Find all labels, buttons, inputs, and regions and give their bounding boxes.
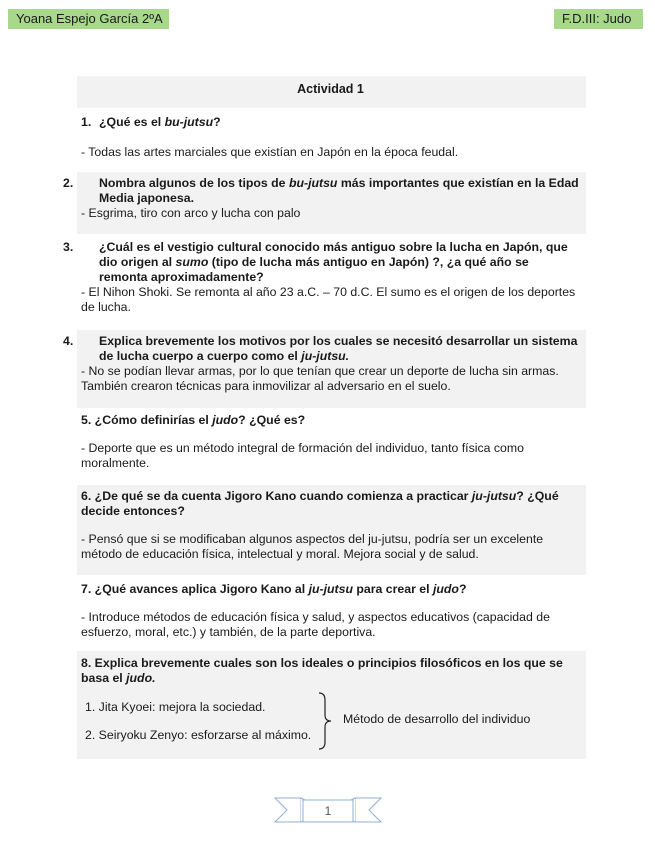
answer-6: - Pensó que si se modificaban algunos aspectos del ju-jutsu, podría ser un excelente método de educación física, intelectual y moral. Mejora social y de salud. xyxy=(81,532,544,561)
question-2 xyxy=(63,172,586,234)
answer-7: - Introduce métodos de educación física y salud, y aspectos educativos (capacidad de esfuerzo, moral, etc.) y también, de la parte deportiva. xyxy=(81,610,550,639)
answer-3: - El Nihon Shoki. Se remonta al año 23 a.C. – 70 d.C. El sumo es el origen de los deportes de lucha. xyxy=(81,285,576,314)
subject-label: F.D.III: Judo xyxy=(554,9,643,29)
question-3-text: 3. ¿Cuál es el vestigio cultural conocido más antiguo sobre la lucha en Japón, que dio origen al sumo (tipo de lucha más antiguo en Japón) ?, ¿a qué año se remonta aproximadamente? xyxy=(63,240,568,284)
question-5 xyxy=(77,410,586,476)
answer-5: - Deporte que es un método integral de formación del individuo, tanto física como moralmente. xyxy=(81,441,524,470)
answer-4: - No se podían llevar armas, por lo que tenían que crear un deporte de lucha sin armas. También crearon técnicas para inmovilizar al adversario en el suelo. xyxy=(81,364,559,393)
question-7-text: 7. ¿Qué avances aplica Jigoro Kano al ju-jutsu para crear el judo? xyxy=(81,582,467,596)
principle-2: 2. Seiryoku Zenyo: esforzarse al máximo. xyxy=(85,728,312,742)
answer-2: - Esgrima, tiro con arco y lucha con palo xyxy=(81,206,301,220)
author-label: Yoana Espejo García 2ºA xyxy=(8,9,169,29)
question-4-text: 4. Explica brevemente los motivos por los cuales se necesitó desarrollar un sistema de lucha cuerpo a cuerpo como el ju-jutsu. xyxy=(63,334,578,363)
question-8 xyxy=(77,651,586,759)
question-3 xyxy=(63,237,586,321)
question-1 xyxy=(77,112,586,164)
question-4 xyxy=(63,330,586,408)
answer-1: - Todas las artes marciales que existían en Japón en la época feudal. xyxy=(81,145,459,159)
question-1-text: 1. ¿Qué es el bu-jutsu? xyxy=(81,115,221,129)
question-8-text: 8. Explica brevemente cuales son los ideales o principios filosóficos en los que se basa el judo. xyxy=(81,656,563,685)
question-6 xyxy=(77,485,586,575)
right-brace-icon xyxy=(317,692,333,750)
brace-label: Método de desarrollo del individuo xyxy=(343,712,531,726)
principle-1: 1. Jita Kyoei: mejora la sociedad. xyxy=(85,700,266,714)
question-2-text: 2. Nombra algunos de los tipos de bu-jutsu más importantes que existían en la Edad Media japonesa. xyxy=(63,176,579,205)
question-7 xyxy=(77,578,586,646)
question-6-text: 6. ¿De qué se da cuenta Jigoro Kano cuando comienza a practicar ju-jutsu? ¿Qué decide entonces? xyxy=(81,489,559,518)
activity-title-box xyxy=(77,76,586,108)
question-5-text: 5. ¿Cómo definirías el judo? ¿Qué es? xyxy=(81,413,306,427)
page-number: 1 xyxy=(324,804,332,818)
activity-title: Actividad 1 xyxy=(297,82,364,96)
